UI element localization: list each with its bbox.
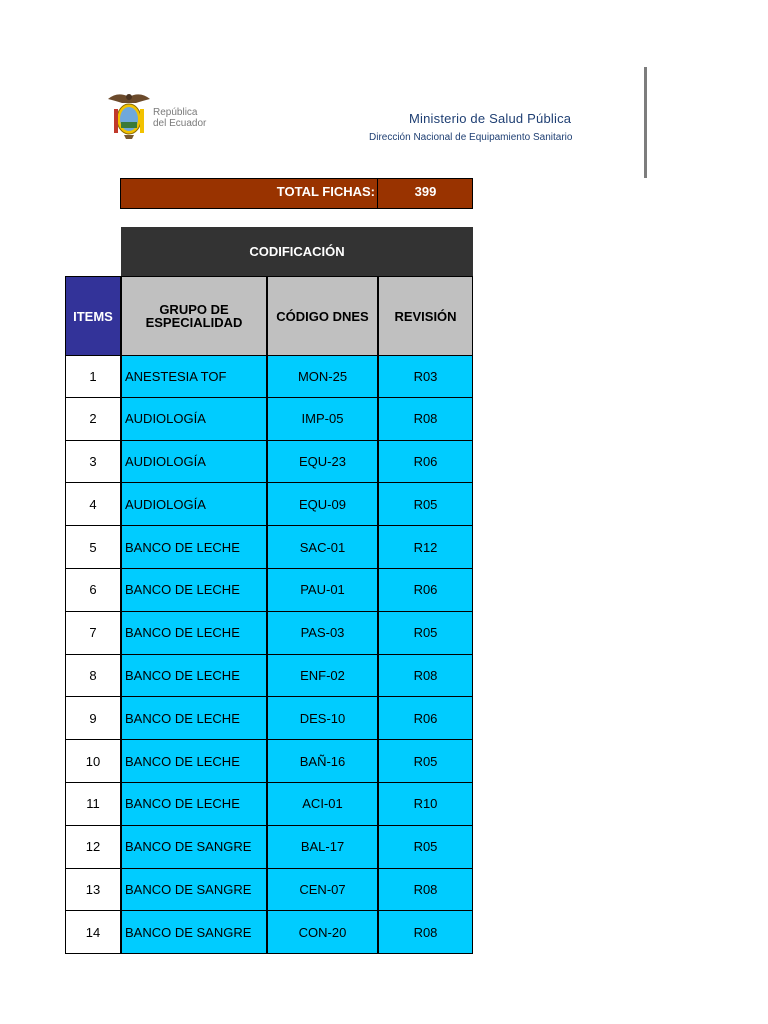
grupo-header-line1: GRUPO DE [159, 302, 229, 317]
item-cell: 13 [65, 869, 121, 912]
item-cell: 14 [65, 911, 121, 954]
grupo-cell: BANCO DE SANGRE [121, 911, 267, 954]
codigo-cell: CEN-07 [267, 869, 378, 912]
item-cell: 6 [65, 569, 121, 612]
grupo-cell: ANESTESIA TOF [121, 355, 267, 398]
revision-cell: R05 [378, 483, 473, 526]
table-row [65, 740, 473, 783]
revision-cell: R06 [378, 441, 473, 484]
codigo-cell: BAÑ-16 [267, 740, 378, 783]
codigo-cell: ACI-01 [267, 783, 378, 826]
total-fichas-label: TOTAL FICHAS: [276, 184, 375, 199]
codigo-cell: BAL-17 [267, 826, 378, 869]
revision-cell: R05 [378, 826, 473, 869]
revision-cell: R05 [378, 612, 473, 655]
item-cell: 12 [65, 826, 121, 869]
table-row [65, 869, 473, 912]
table-row [65, 355, 473, 398]
item-cell: 1 [65, 355, 121, 398]
revision-header: REVISIÓN [377, 276, 473, 356]
revision-cell: R06 [378, 569, 473, 612]
table-row [65, 612, 473, 655]
ecuador-coat-of-arms-icon [106, 89, 152, 139]
codigo-cell: EQU-09 [267, 483, 378, 526]
grupo-cell: AUDIOLOGÍA [121, 398, 267, 441]
grupo-cell: BANCO DE LECHE [121, 783, 267, 826]
codigo-dnes-header: CÓDIGO DNES [266, 276, 378, 356]
republica-line2: del Ecuador [153, 118, 207, 129]
table-row [65, 526, 473, 569]
grupo-cell: BANCO DE LECHE [121, 655, 267, 698]
items-column-header: ITEMS [65, 276, 121, 356]
codigo-cell: DES-10 [267, 697, 378, 740]
grupo-cell: AUDIOLOGÍA [121, 441, 267, 484]
grupo-cell: BANCO DE LECHE [121, 740, 267, 783]
table-row [65, 826, 473, 869]
codigo-cell: CON-20 [267, 911, 378, 954]
grupo-header-line2: ESPECIALIDAD [145, 315, 243, 330]
revision-cell: R10 [378, 783, 473, 826]
codigo-cell: ENF-02 [267, 655, 378, 698]
table-row [65, 441, 473, 484]
codigo-cell: PAU-01 [267, 569, 378, 612]
revision-cell: R08 [378, 655, 473, 698]
revision-cell: R12 [378, 526, 473, 569]
revision-cell: R08 [378, 911, 473, 954]
item-cell: 3 [65, 441, 121, 484]
grupo-especialidad-header [120, 276, 267, 356]
revision-cell: R03 [378, 355, 473, 398]
codigo-cell: MON-25 [267, 355, 378, 398]
direction-subtitle: Dirección Nacional de Equipamiento Sanitario [369, 132, 573, 143]
republica-line1: República [153, 107, 198, 118]
ministry-title: Ministerio de Salud Pública [409, 111, 572, 126]
grupo-cell: BANCO DE SANGRE [121, 826, 267, 869]
revision-cell: R05 [378, 740, 473, 783]
table-row [65, 697, 473, 740]
revision-cell: R06 [378, 697, 473, 740]
grupo-cell: BANCO DE LECHE [121, 569, 267, 612]
republica-wordmark [153, 107, 206, 129]
fichas-table-body [65, 355, 473, 954]
item-cell: 9 [65, 697, 121, 740]
codigo-cell: EQU-23 [267, 441, 378, 484]
header-divider [644, 67, 647, 178]
item-cell: 11 [65, 783, 121, 826]
item-cell: 4 [65, 483, 121, 526]
grupo-cell: BANCO DE LECHE [121, 526, 267, 569]
table-row [65, 569, 473, 612]
grupo-cell: BANCO DE LECHE [121, 697, 267, 740]
grupo-cell: BANCO DE SANGRE [121, 869, 267, 912]
table-row [65, 783, 473, 826]
grupo-cell: BANCO DE LECHE [121, 612, 267, 655]
codigo-cell: IMP-05 [267, 398, 378, 441]
table-row [65, 483, 473, 526]
codigo-cell: PAS-03 [267, 612, 378, 655]
table-row [65, 655, 473, 698]
total-fichas-value: 399 [377, 178, 473, 209]
item-cell: 8 [65, 655, 121, 698]
item-cell: 2 [65, 398, 121, 441]
item-cell: 5 [65, 526, 121, 569]
revision-cell: R08 [378, 869, 473, 912]
table-row [65, 911, 473, 954]
grupo-cell: AUDIOLOGÍA [121, 483, 267, 526]
codificacion-header: CODIFICACIÓN [121, 227, 473, 276]
table-row [65, 398, 473, 441]
item-cell: 7 [65, 612, 121, 655]
codigo-cell: SAC-01 [267, 526, 378, 569]
item-cell: 10 [65, 740, 121, 783]
revision-cell: R08 [378, 398, 473, 441]
